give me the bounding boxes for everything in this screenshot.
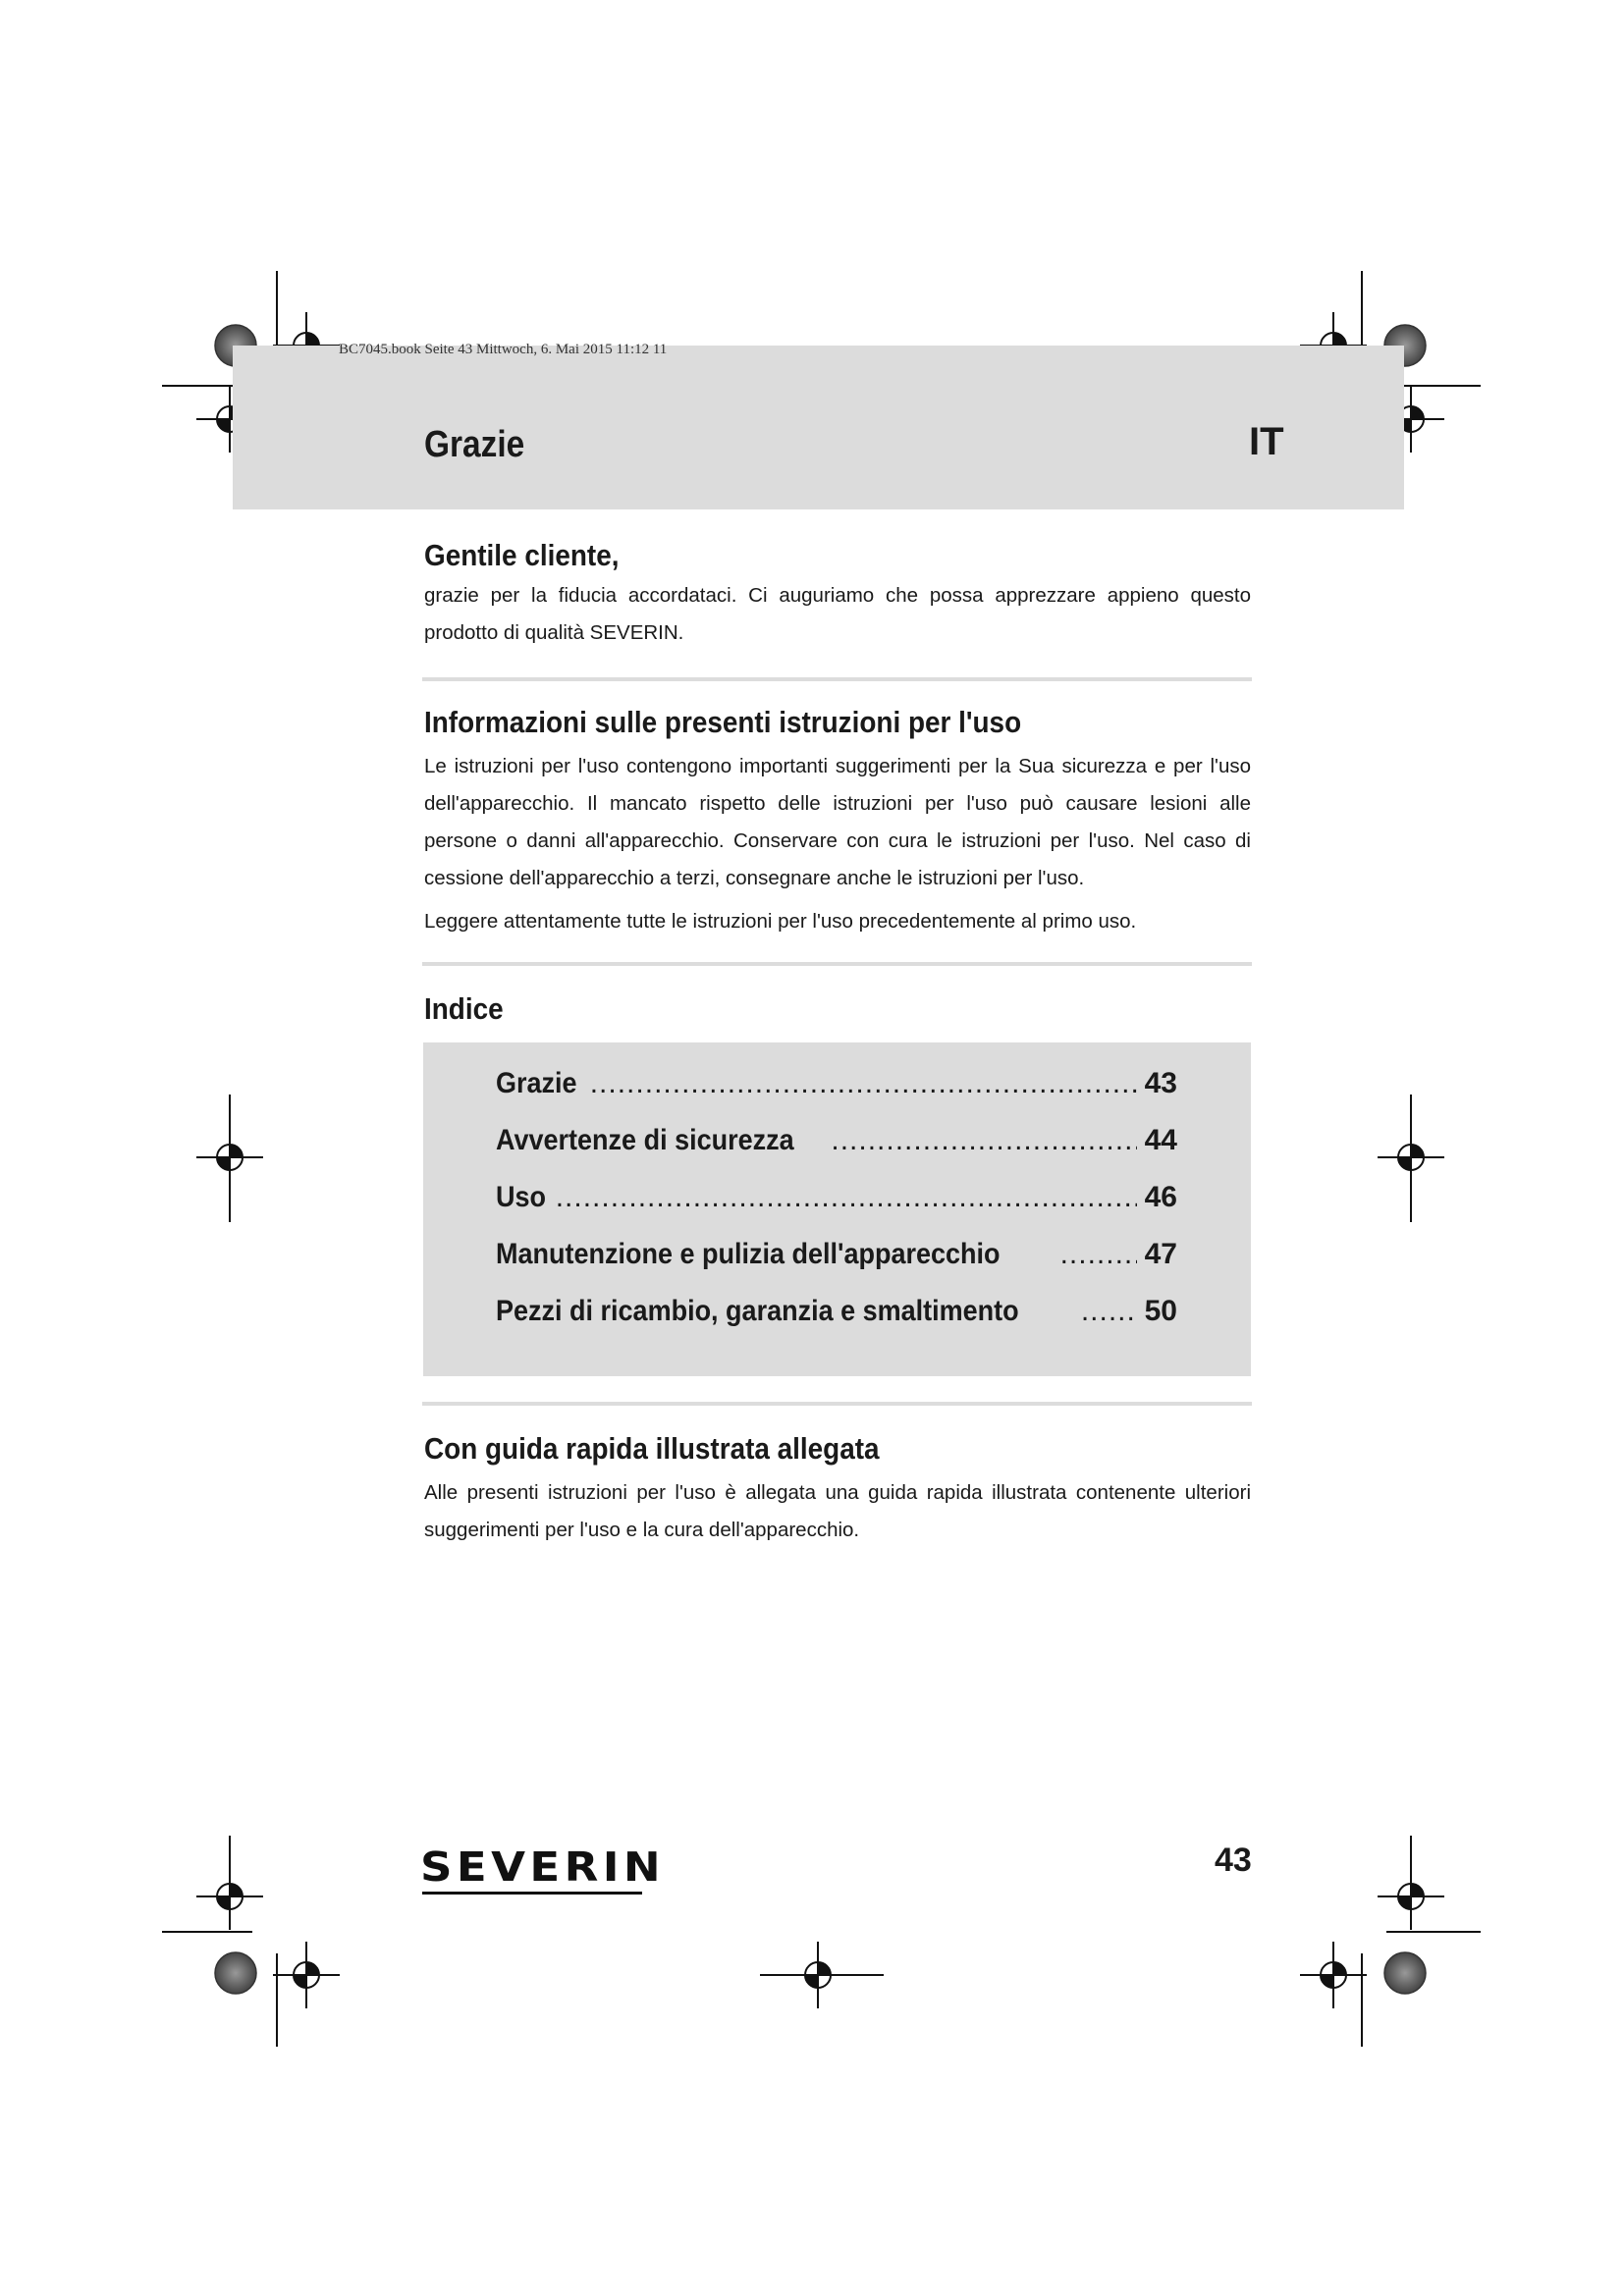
toc-leader-dots <box>590 1067 1137 1100</box>
toc-entry[interactable] <box>496 1067 1177 1106</box>
divider <box>422 1402 1252 1406</box>
toc-entry-page: 43 <box>1144 1067 1177 1099</box>
divider <box>422 677 1252 681</box>
print-slug: BC7045.book Seite 43 Mittwoch, 6. Mai 2015 11:12 11 <box>339 342 668 357</box>
header-band <box>233 346 1404 509</box>
greeting-text: grazie per la fiducia accordataci. Ci auguriamo che possa apprezzare appieno questo prodotto di qualità SEVERIN. <box>424 584 1251 644</box>
toc-entry-label: Uso <box>496 1181 547 1213</box>
toc-leader-dots <box>831 1124 1136 1157</box>
info-text-2: Leggere attentamente tutte le istruzioni per l'uso precedentemente al primo uso. <box>424 910 1137 933</box>
language-tag: IT <box>1249 420 1284 463</box>
quick-guide-section <box>424 1431 1251 1549</box>
toc-entry-label: Manutenzione e pulizia dell'apparecchio <box>496 1238 1001 1270</box>
toc-entry[interactable] <box>496 1295 1177 1334</box>
index-section <box>424 991 1251 1027</box>
quick-guide-text: Alle presenti istruzioni per l'uso è allegata una guida rapida illustrata contenente ulteriori suggerimenti per l'uso e la cura dell'apparecchio. <box>424 1481 1251 1541</box>
toc-entry[interactable] <box>496 1238 1177 1277</box>
toc-entry-page: 47 <box>1144 1238 1177 1270</box>
greeting-section <box>424 538 1251 652</box>
info-text: Le istruzioni per l'uso contengono importanti suggerimenti per la Sua sicurezza e per l'uso dell'apparecchio. Il mancato rispetto delle istruzioni per l'uso può causare lesioni alle persone o danni all'apparecchio. Conservare con cura le istruzioni per l'uso. Nel caso di cessione dell'apparecchio a terzi, consegnare anche le istruzioni per l'uso. <box>424 755 1251 889</box>
greeting-heading: Gentile cliente, <box>424 538 620 572</box>
registration-mark-icon <box>1300 1942 1367 2008</box>
page-number: 43 <box>1215 1842 1252 1879</box>
toc-entry-page: 44 <box>1144 1124 1177 1156</box>
toc-entry-page: 46 <box>1144 1181 1177 1213</box>
registration-mark-icon <box>273 1942 340 2008</box>
index-heading: Indice <box>424 991 504 1026</box>
logo-underline <box>422 1892 642 1895</box>
info-heading: Informazioni sulle presenti istruzioni per l'uso <box>424 705 1022 739</box>
star-target-icon <box>1384 1952 1426 1994</box>
toc-entry-label: Grazie <box>496 1067 577 1099</box>
toc-leader-dots <box>1060 1238 1137 1271</box>
toc-entry[interactable] <box>496 1124 1177 1163</box>
divider <box>422 962 1252 966</box>
toc-leader-dots <box>1081 1295 1137 1328</box>
table-of-contents <box>423 1042 1251 1376</box>
toc-leader-dots <box>556 1181 1137 1214</box>
toc-entry[interactable] <box>496 1181 1177 1220</box>
page-title: Grazie <box>424 424 525 465</box>
brand-logo: SEVERIN <box>420 1843 666 1891</box>
toc-entry-page: 50 <box>1144 1295 1177 1327</box>
toc-entry-label: Avvertenze di sicurezza <box>496 1124 794 1156</box>
toc-entry-label: Pezzi di ricambio, garanzia e smaltimento <box>496 1295 1019 1327</box>
star-target-icon <box>215 1952 256 1994</box>
quick-guide-heading: Con guida rapida illustrata allegata <box>424 1431 880 1466</box>
info-section <box>424 705 1251 940</box>
